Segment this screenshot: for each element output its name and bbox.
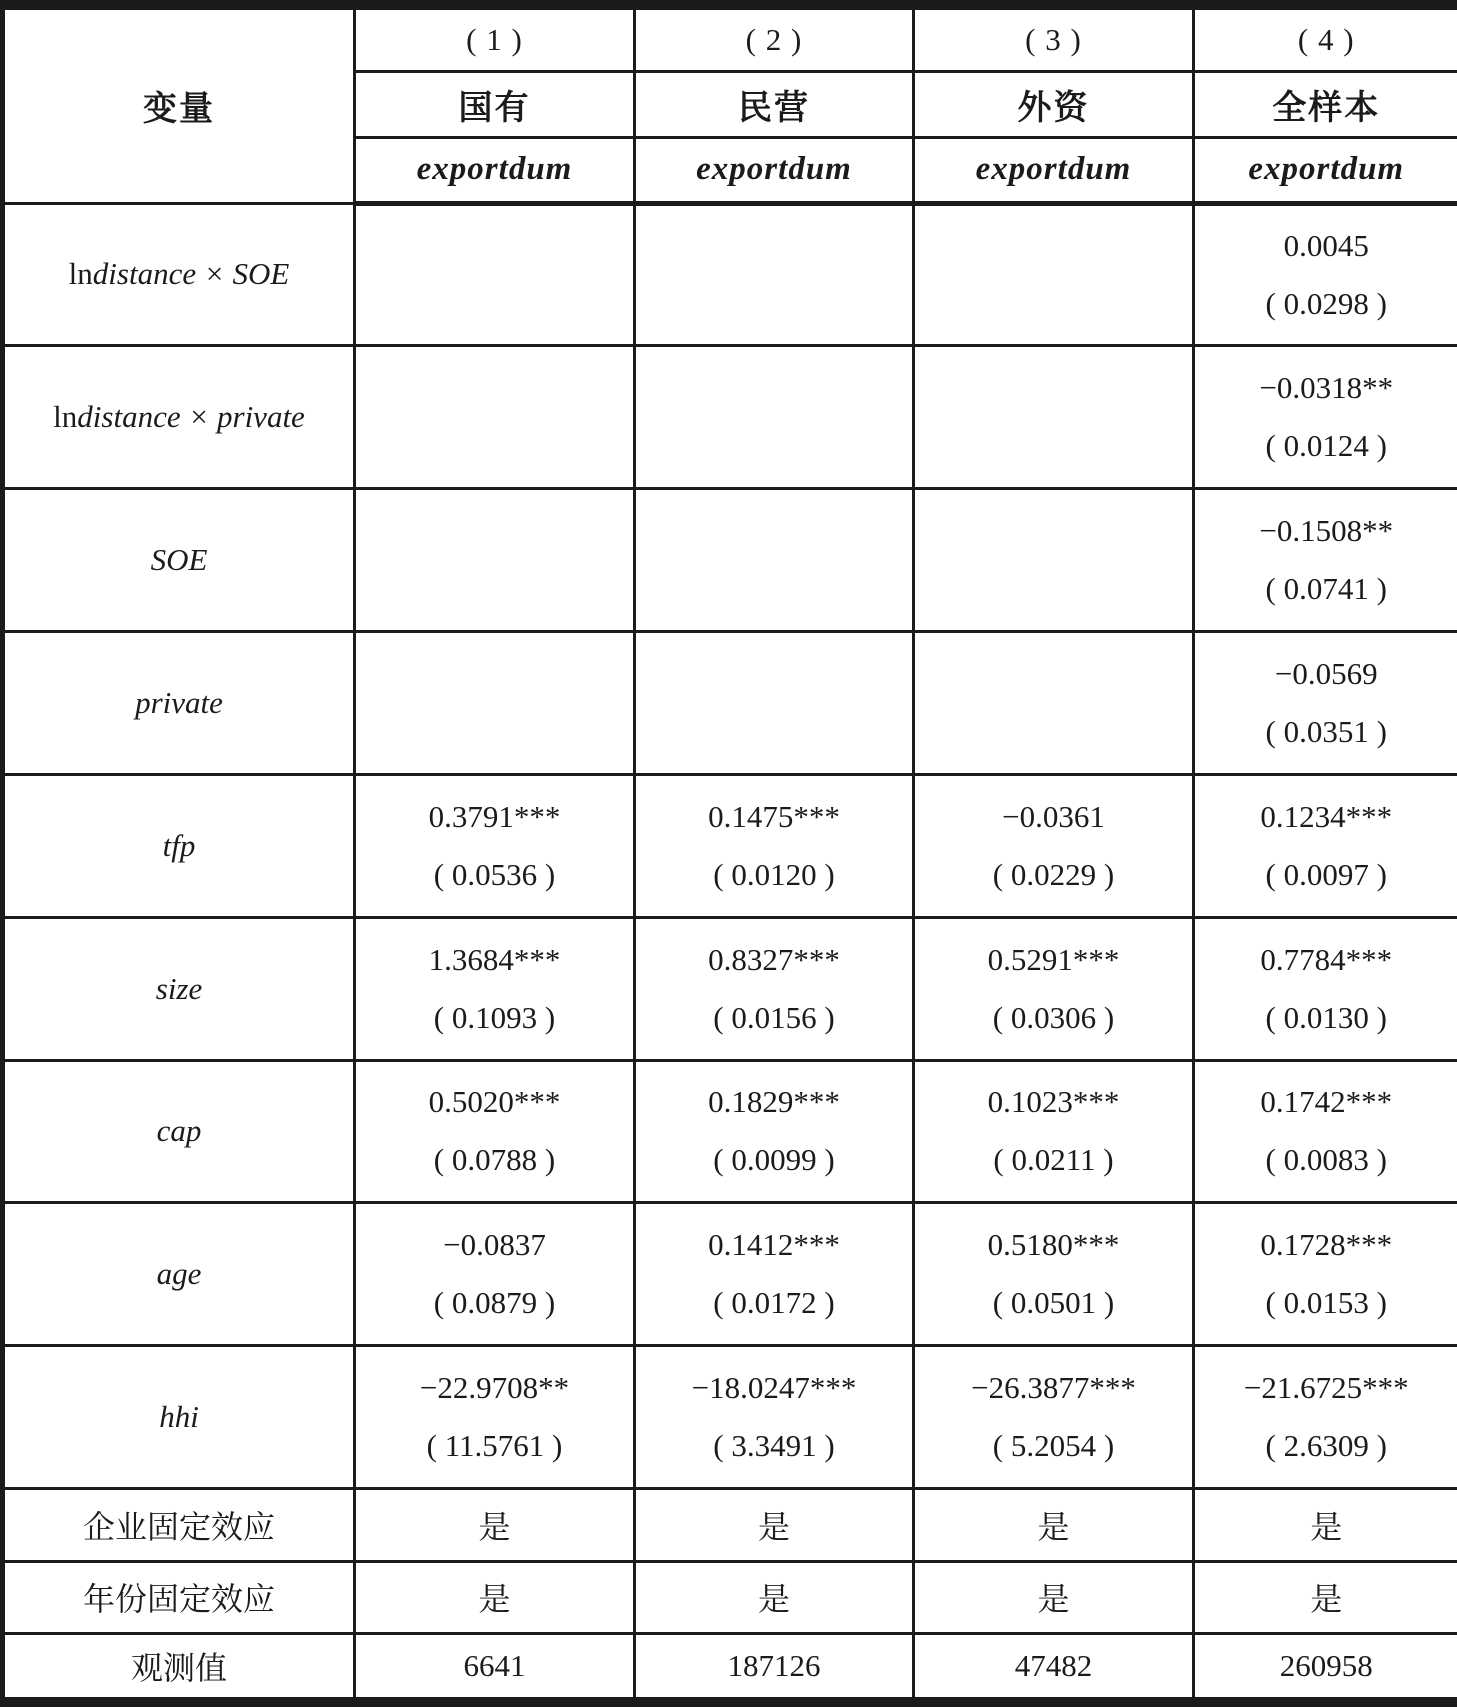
row-label-cap [3,1060,355,1203]
cell-content-size-model-3 [915,920,1192,1058]
cell-content-tfp-model-2 [636,777,912,915]
coef-row-lndistance-soe [3,203,1457,346]
cell-private-model-2 [635,632,914,775]
row-label-italic-private: private [135,684,223,720]
standard-error-value: ( 0.0298 ) [1265,285,1387,321]
cell-private-model-4 [1194,632,1457,775]
standard-error-value: ( 2.6309 ) [1265,1428,1387,1464]
cell-content-lndistance-private-model-2 [636,348,912,486]
standard-error-value: ( 0.0501 ) [992,1285,1115,1321]
coef-row-cap [3,1060,1457,1203]
cell-firm-fixed-effects-model-2: 是 [635,1489,914,1561]
cell-content-lndistance-private-model-1 [356,348,633,486]
row-year-fixed-effects [3,1561,1457,1633]
standard-error-value: ( 0.0536 ) [433,856,556,892]
header-depvar-1: exportdum [355,137,635,203]
cell-tfp-model-1 [355,774,635,917]
cell-observations-model-1: 6641 [355,1633,635,1702]
row-label-observations: 观测值 [3,1633,355,1702]
header-model-2: ( 2 ) [635,5,914,71]
cell-age-model-2 [635,1203,914,1346]
standard-error-value: ( 0.0130 ) [1265,999,1387,1035]
header-model-1: ( 1 ) [355,5,635,71]
standard-error-value: ( 0.0124 ) [1265,428,1387,464]
cell-tfp-model-3 [914,774,1194,917]
row-label-size [3,917,355,1060]
cell-content-soe-model-2 [636,491,912,629]
coef-row-age [3,1203,1457,1346]
header-model-4: ( 4 ) [1194,5,1457,71]
cell-content-lndistance-soe-model-4 [1195,206,1457,344]
standard-error-value: ( 0.0741 ) [1265,571,1387,607]
row-label-lndistance-private [3,346,355,489]
cell-firm-fixed-effects-model-3: 是 [914,1489,1194,1561]
cell-year-fixed-effects-model-2: 是 [635,1561,914,1633]
standard-error-value: ( 0.0097 ) [1265,856,1387,892]
cell-content-size-model-1 [356,920,633,1058]
coefficient-value: 0.3791*** [428,798,561,834]
coefficient-value: 0.1742*** [1260,1084,1393,1120]
cell-content-tfp-model-3 [915,777,1192,915]
coefficient-value: 0.1829*** [708,1084,840,1120]
cell-content-lndistance-soe-model-2 [636,206,912,344]
cell-content-private-model-3 [915,634,1192,772]
cell-tfp-model-4 [1194,774,1457,917]
standard-error-value: ( 0.0172 ) [713,1285,835,1321]
coef-row-size [3,917,1457,1060]
coef-row-tfp [3,774,1457,917]
row-label-italic-hhi: hhi [159,1399,199,1435]
cell-content-private-model-1 [356,634,633,772]
cell-tfp-model-2 [635,774,914,917]
row-label-tfp [3,774,355,917]
standard-error-value: ( 0.0099 ) [713,1142,835,1178]
cell-hhi-model-2 [635,1346,914,1489]
header-row-model-numbers [3,5,1457,71]
cell-content-lndistance-private-model-3 [915,348,1192,486]
coefficient-value: 0.1412*** [708,1227,840,1263]
cell-private-model-3 [914,632,1194,775]
coefficient-value: 0.8327*** [708,941,840,977]
table-header [3,5,1457,203]
cell-lndistance-soe-model-4 [1194,203,1457,346]
cell-observations-model-3: 47482 [914,1633,1194,1702]
coefficient-value: 0.1475*** [708,798,840,834]
row-label-year-fixed-effects: 年份固定效应 [3,1561,355,1633]
cell-content-age-model-3 [915,1205,1192,1343]
coefficient-value: 0.5020*** [428,1084,561,1120]
header-group-full-sample: 全样本 [1194,71,1457,137]
cell-size-model-2 [635,917,914,1060]
cell-content-hhi-model-2 [636,1348,912,1486]
cell-content-soe-model-4 [1195,491,1457,629]
cell-content-size-model-4 [1195,920,1457,1058]
cell-lndistance-soe-model-2 [635,203,914,346]
cell-year-fixed-effects-model-3: 是 [914,1561,1194,1633]
cell-content-soe-model-3 [915,491,1192,629]
standard-error-value: ( 0.1093 ) [433,999,556,1035]
cell-cap-model-2 [635,1060,914,1203]
coefficient-value: −0.0361 [1002,798,1105,834]
standard-error-value: ( 3.3491 ) [713,1428,835,1464]
row-label-italic-tfp: tfp [162,827,196,863]
cell-hhi-model-3 [914,1346,1194,1489]
header-depvar-2: exportdum [635,137,914,203]
cell-lndistance-private-model-3 [914,346,1194,489]
standard-error-value: ( 0.0083 ) [1265,1142,1387,1178]
cell-soe-model-2 [635,489,914,632]
cell-hhi-model-1 [355,1346,635,1489]
cell-content-lndistance-private-model-4 [1195,348,1457,486]
standard-error-value: ( 5.2054 ) [992,1428,1115,1464]
coef-row-soe [3,489,1457,632]
row-label-italic-size: size [155,970,203,1006]
standard-error-value: ( 0.0879 ) [433,1285,556,1321]
cell-lndistance-private-model-2 [635,346,914,489]
cell-cap-model-3 [914,1060,1194,1203]
table-body [3,203,1457,1702]
coefficient-value: 0.0045 [1283,227,1369,263]
cell-content-hhi-model-3 [915,1348,1192,1486]
cell-age-model-3 [914,1203,1194,1346]
cell-size-model-4 [1194,917,1457,1060]
cell-firm-fixed-effects-model-1: 是 [355,1489,635,1561]
cell-content-age-model-4 [1195,1205,1457,1343]
coefficient-value: −26.3877*** [971,1370,1136,1406]
cell-content-tfp-model-1 [356,777,633,915]
coefficient-value: 1.3684*** [428,941,561,977]
row-label-italic-cap: cap [156,1113,202,1149]
cell-year-fixed-effects-model-1: 是 [355,1561,635,1633]
cell-content-lndistance-soe-model-1 [356,206,633,344]
cell-content-hhi-model-4 [1195,1348,1457,1486]
cell-content-tfp-model-4 [1195,777,1457,915]
cell-content-age-model-1 [356,1205,633,1343]
standard-error-value: ( 11.5761 ) [426,1428,563,1464]
standard-error-value: ( 0.0229 ) [992,856,1115,892]
coefficient-value: 0.1234*** [1260,798,1393,834]
coefficient-value: 0.5291*** [987,941,1120,977]
coefficient-value: −0.0318** [1259,370,1394,406]
standard-error-value: ( 0.0153 ) [1265,1285,1387,1321]
standard-error-value: ( 0.0306 ) [992,999,1115,1035]
row-label-italic-lndistance-soe: distance × SOE [92,256,290,292]
header-depvar-4: exportdum [1194,137,1457,203]
coefficient-value: −21.6725*** [1243,1370,1409,1406]
cell-lndistance-soe-model-3 [914,203,1194,346]
row-label-age [3,1203,355,1346]
row-label-italic-soe: SOE [150,542,208,578]
row-label-roman-lndistance-soe: ln [68,256,93,292]
cell-content-private-model-4 [1195,634,1457,772]
row-firm-fixed-effects [3,1489,1457,1561]
row-label-roman-lndistance-private: ln [53,399,78,435]
cell-soe-model-3 [914,489,1194,632]
cell-content-lndistance-soe-model-3 [915,206,1192,344]
standard-error-value: ( 0.0351 ) [1265,713,1387,749]
header-group-foreign: 外资 [914,71,1194,137]
row-label-hhi [3,1346,355,1489]
standard-error-value: ( 0.0211 ) [993,1142,1114,1178]
coefficient-value: −18.0247*** [691,1370,857,1406]
cell-age-model-4 [1194,1203,1457,1346]
cell-cap-model-4 [1194,1060,1457,1203]
cell-size-model-3 [914,917,1194,1060]
coef-row-private [3,632,1457,775]
cell-content-hhi-model-1 [356,1348,633,1486]
coefficient-value: 0.1023*** [987,1084,1120,1120]
coefficient-value: 0.1728*** [1260,1227,1393,1263]
cell-observations-model-2: 187126 [635,1633,914,1702]
cell-content-soe-model-1 [356,491,633,629]
row-label-soe [3,489,355,632]
standard-error-value: ( 0.0156 ) [713,999,835,1035]
cell-lndistance-private-model-1 [355,346,635,489]
cell-year-fixed-effects-model-4: 是 [1194,1561,1457,1633]
coefficient-value: −0.0569 [1274,655,1378,691]
standard-error-value: ( 0.0120 ) [713,856,835,892]
cell-observations-model-4: 260958 [1194,1633,1457,1702]
row-label-lndistance-soe [3,203,355,346]
row-observations [3,1633,1457,1702]
row-label-italic-age: age [156,1256,202,1292]
row-label-private [3,632,355,775]
coefficient-value: −22.9708** [419,1370,570,1406]
coef-row-lndistance-private [3,346,1457,489]
coefficient-value: 0.7784*** [1260,941,1393,977]
coefficient-value: −0.0837 [443,1227,546,1263]
header-group-soe: 国有 [355,71,635,137]
standard-error-value: ( 0.0788 ) [433,1142,556,1178]
cell-lndistance-private-model-4 [1194,346,1457,489]
coefficient-value: 0.5180*** [987,1227,1120,1263]
cell-content-size-model-2 [636,920,912,1058]
cell-private-model-1 [355,632,635,775]
cell-content-cap-model-4 [1195,1062,1457,1200]
cell-cap-model-1 [355,1060,635,1203]
cell-content-cap-model-2 [636,1062,912,1200]
header-model-3: ( 3 ) [914,5,1194,71]
cell-content-age-model-2 [636,1205,912,1343]
cell-soe-model-1 [355,489,635,632]
cell-hhi-model-4 [1194,1346,1457,1489]
coefficient-value: −0.1508** [1259,513,1394,549]
cell-size-model-1 [355,917,635,1060]
header-group-private: 民营 [635,71,914,137]
cell-content-cap-model-1 [356,1062,633,1200]
cell-lndistance-soe-model-1 [355,203,635,346]
cell-firm-fixed-effects-model-4: 是 [1194,1489,1457,1561]
coef-row-hhi [3,1346,1457,1489]
header-depvar-3: exportdum [914,137,1194,203]
row-label-italic-lndistance-private: distance × private [77,399,305,435]
row-label-firm-fixed-effects: 企业固定效应 [3,1489,355,1561]
cell-content-private-model-2 [636,634,912,772]
cell-content-cap-model-3 [915,1062,1192,1200]
cell-age-model-1 [355,1203,635,1346]
cell-soe-model-4 [1194,489,1457,632]
variable-column-header: 变量 [3,5,355,203]
